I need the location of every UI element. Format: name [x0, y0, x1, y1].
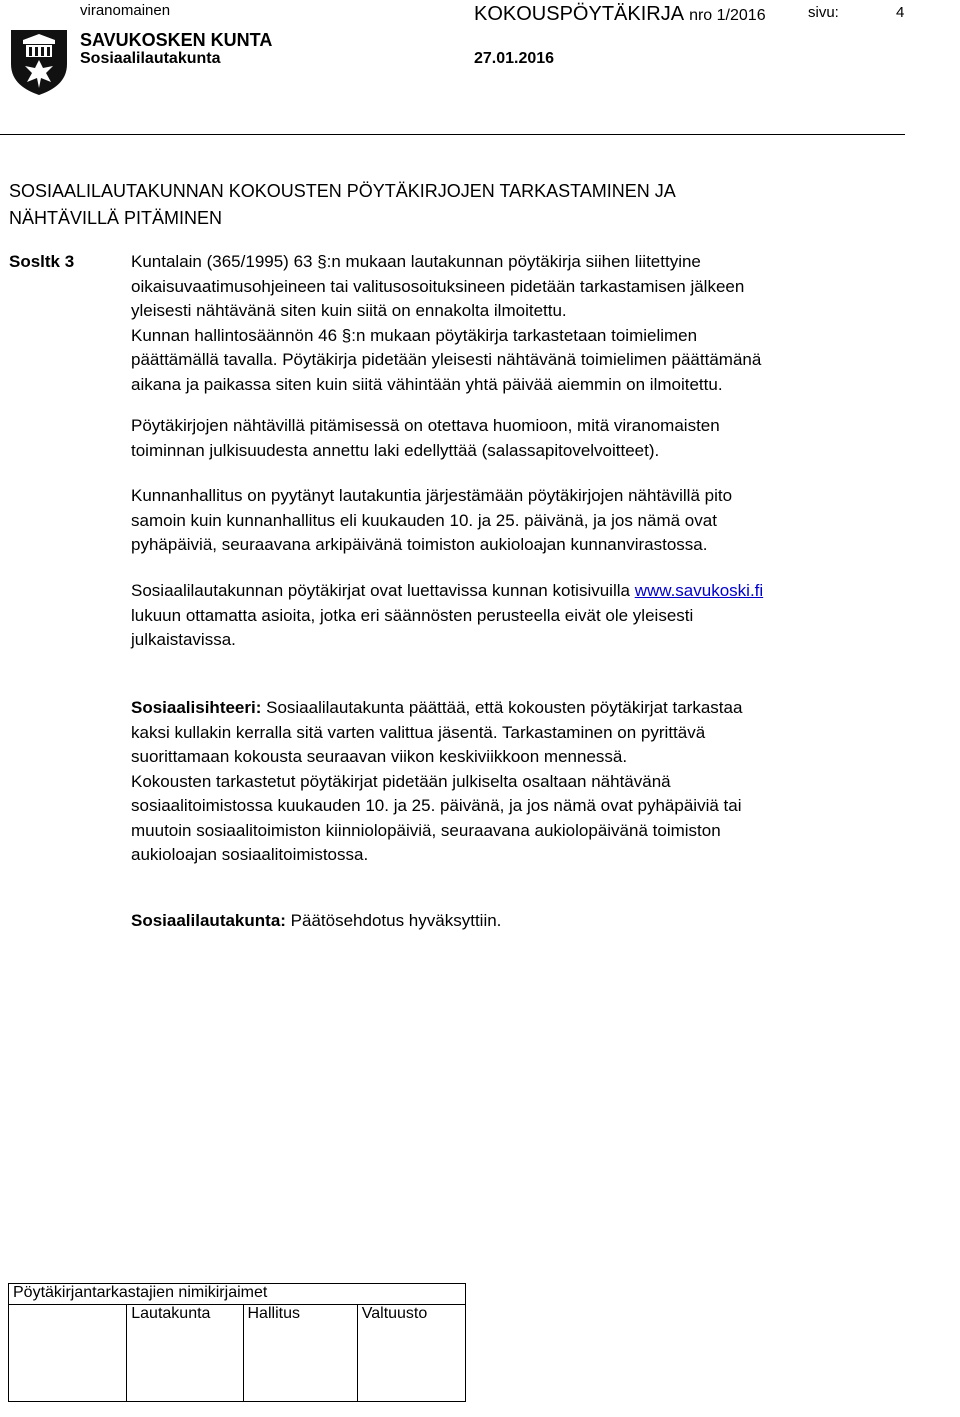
header-divider	[0, 134, 905, 135]
meeting-date: 27.01.2016	[474, 50, 555, 67]
municipality-name: SAVUKOSKEN KUNTA	[80, 30, 273, 50]
signature-initials-table	[8, 1283, 466, 1402]
paragraph-line: sosiaalitoimistossa kuukauden 10. ja 25. päivänä, ja jos nämä ovat pyhäpäiviä tai	[131, 796, 742, 815]
page-label: sivu:	[808, 4, 839, 21]
proposal	[131, 696, 742, 868]
paragraph-line: päättämällä tavalla. Pöytäkirja pidetään yleisesti nähtävänä toimielimen päättämänä	[131, 350, 762, 369]
paragraph-line: lukuun ottamatta asioita, jotka eri säännösten perusteella eivät ole yleisesti	[131, 605, 694, 625]
website-link[interactable]: www.savukoski.fi	[634, 581, 764, 600]
decision-label: Sosiaalilautakunta:	[131, 911, 286, 930]
paragraph-line	[131, 579, 763, 604]
proposal-label: Sosiaalisihteeri:	[131, 698, 262, 717]
paragraph-line: pyhäpäiviä, seuraavana arkipäivänä toimiston aukioloajan kunnanvirastossa.	[131, 535, 708, 554]
paragraph-line: oikaisuvaatimusohjeineen tai valitusosoituksineen pidetään tarkastamisen jälkeen	[131, 276, 745, 296]
organ-name: Sosiaalilautakunta	[80, 50, 221, 67]
paragraph-line: samoin kuin kunnanhallitus eli kuukauden 10. ja 25. päivänä, ja jos nämä ovat	[131, 510, 717, 530]
document-type-line	[474, 3, 766, 26]
signature-column-lautakunta[interactable]: Lautakunta	[127, 1305, 243, 1402]
document-type: KOKOUSPÖYTÄKIRJA	[474, 3, 685, 25]
paragraph-line: kaksi kullakin kerralla sitä varten valittua jäsentä. Tarkastaminen on pyrittävä	[131, 722, 706, 742]
page-number: 4	[896, 4, 905, 21]
paragraph-line: yleisesti nähtävänä siten kuin siitä on ennakolta ilmoitettu.	[131, 301, 567, 320]
signature-cell[interactable]	[9, 1305, 127, 1402]
paragraph-line: toiminnan julkisuudesta annettu laki edellyttää (salassapitovelvoitteet).	[131, 440, 660, 460]
paragraph-line: Pöytäkirjojen nähtävillä pitämisessä on otettava huomioon, mitä viranomaisten	[131, 416, 720, 435]
signature-caption: Pöytäkirjantarkastajien nimikirjaimet	[9, 1284, 466, 1305]
decision-text: Päätösehdotus hyväksyttiin.	[285, 911, 502, 930]
paragraph-line: Kuntalain (365/1995) 63 §:n mukaan lautakunnan pöytäkirja siihen liitettyine	[131, 252, 701, 271]
section-number: Sosltk 3	[9, 252, 75, 271]
paragraph-line: Kunnanhallitus on pyytänyt lautakuntia järjestämään pöytäkirjojen nähtävillä pito	[131, 486, 733, 505]
paragraph-line: Kunnan hallintosäännön 46 §:n mukaan pöytäkirja tarkastetaan toimielimen	[131, 325, 698, 345]
paragraph-2	[131, 414, 720, 463]
section-title-line: SOSIAALILAUTAKUNNAN KOKOUSTEN PÖYTÄKIRJOJEN TARKASTAMINEN JA	[9, 181, 676, 201]
paragraph-line: aukioloajan sosiaalitoimistossa.	[131, 845, 369, 864]
section-title	[9, 178, 676, 232]
section-title-line: NÄHTÄVILLÄ PITÄMINEN	[9, 208, 223, 228]
savukoski-coat-of-arms-icon	[9, 28, 69, 96]
paragraph-3	[131, 484, 732, 558]
paragraph-line	[131, 696, 742, 721]
signature-column-hallitus[interactable]: Hallitus	[243, 1305, 357, 1402]
paragraph-1	[131, 250, 761, 397]
decision	[131, 909, 501, 934]
paragraph-line: Kokousten tarkastetut pöytäkirjat pidetään julkiselta osaltaan nähtävänä	[131, 771, 671, 791]
paragraph-line: suorittamaan kokousta seuraavan viikon keskiviikkoon mennessä.	[131, 747, 628, 766]
paragraph-line: julkaistavissa.	[131, 630, 236, 649]
signature-column-valtuusto[interactable]: Valtuusto	[357, 1305, 465, 1402]
paragraph-line: muutoin sosiaalitoimiston kiinniolopäiviä, seuraavana aukiolopäivänä toimiston	[131, 820, 721, 840]
paragraph-line	[131, 909, 501, 934]
document-number: nro 1/2016	[689, 7, 766, 24]
document-status: viranomainen	[80, 2, 171, 19]
paragraph-text: Sosiaalilautakunnan pöytäkirjat ovat luettavissa kunnan kotisivuilla	[131, 581, 635, 600]
paragraph-line: aikana ja paikassa siten kuin siitä vähintään yhtä päivää aiemmin on ilmoitettu.	[131, 374, 723, 394]
paragraph-4	[131, 579, 763, 653]
proposal-text: Sosiaalilautakunta päättää, että kokousten pöytäkirjat tarkastaa	[261, 698, 743, 717]
